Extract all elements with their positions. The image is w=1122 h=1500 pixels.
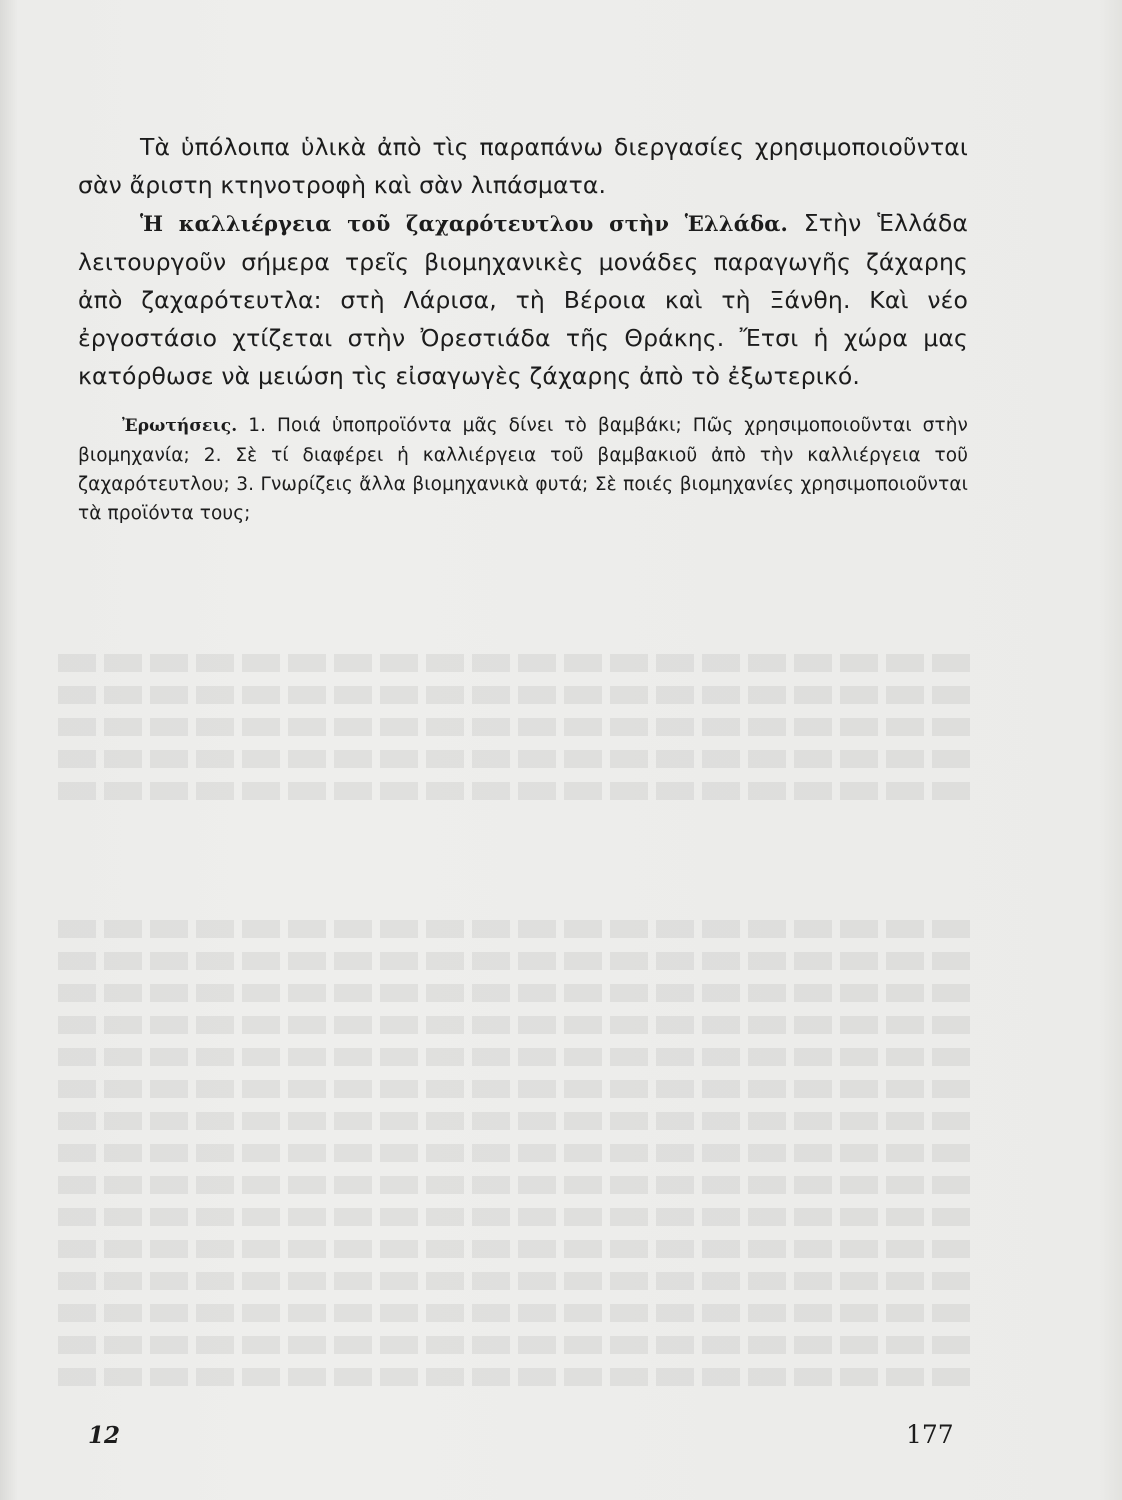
show-through-line [58, 984, 978, 1002]
paragraph-byproducts: Τὰ ὑπόλοιπα ὑλικὰ ἀπὸ τὶς παραπάνω διεργασίες χρησιμοποιοῦνται σὰν ἄριστη κτηνοτροφὴ καὶ σὰν λιπάσματα. [78, 133, 968, 199]
show-through-line [58, 782, 978, 800]
show-through-line [58, 1272, 978, 1290]
show-through-line [58, 1144, 978, 1162]
show-through-line [58, 1048, 978, 1066]
questions-text: 1. Ποιά ὑποπροϊόντα μᾶς δίνει τὸ βαμβάκι; Πῶς χρησιμοποιοῦνται στὴν βιομηχανία; 2. Σὲ τί διαφέρει ἡ καλλιέργεια τοῦ βαμβακιοῦ ἀπὸ τὴν καλλιέργεια τοῦ ζαχαρότευτλου; 3. Γνωρίζεις ἄλλα βιομηχανικὰ φυτά; Σὲ ποιές βιομηχανίες χρησιμοποιοῦνται τὰ προϊόντα τους; [78, 415, 968, 524]
show-through-line [58, 952, 978, 970]
page-number: 177 [906, 1420, 954, 1449]
show-through-line [58, 1368, 978, 1386]
show-through-line [58, 718, 978, 736]
questions-label: Ἐρωτήσεις. [122, 416, 238, 436]
show-through-line [58, 654, 978, 672]
paragraph-sugar-beet-body: Στὴν Ἑλλάδα λειτουργοῦν σήμερα τρεῖς βιομηχανικὲς μονάδες παραγωγῆς ζάχαρης ἀπὸ ζαχαρότευτλα: στὴ Λάρισα, τὴ Βέροια καὶ τὴ Ξάνθη. Καὶ νέο ἐργοστάσιο χτίζεται στὴν Ὀρεστιάδα τῆς Θράκης. Ἔτσι ἡ χώρα μας κατόρθωσε νὰ μειώση τὶς εἰσαγωγὲς ζάχαρης ἀπὸ τὸ ἐξωτερικό. [78, 209, 968, 390]
show-through-line [58, 1112, 978, 1130]
show-through-line [58, 920, 978, 938]
show-through-line [58, 1240, 978, 1258]
show-through-line [58, 1336, 978, 1354]
show-through-line [58, 686, 978, 704]
section-heading-sugar-beet: Ἡ καλλιέργεια τοῦ ζαχαρότευτλου στὴν Ἑλλάδα. [140, 211, 788, 236]
main-text [78, 128, 968, 547]
questions-block [78, 411, 968, 528]
show-through-line [58, 1208, 978, 1226]
show-through-line [58, 1304, 978, 1322]
show-through-line [58, 1016, 978, 1034]
show-through-background [58, 640, 978, 1386]
paragraph-sugar-beet-greece [78, 204, 968, 395]
show-through-line [58, 1176, 978, 1194]
folio-signature-mark: 12 [88, 1422, 121, 1449]
show-through-line [58, 750, 978, 768]
show-through-line [58, 1080, 978, 1098]
